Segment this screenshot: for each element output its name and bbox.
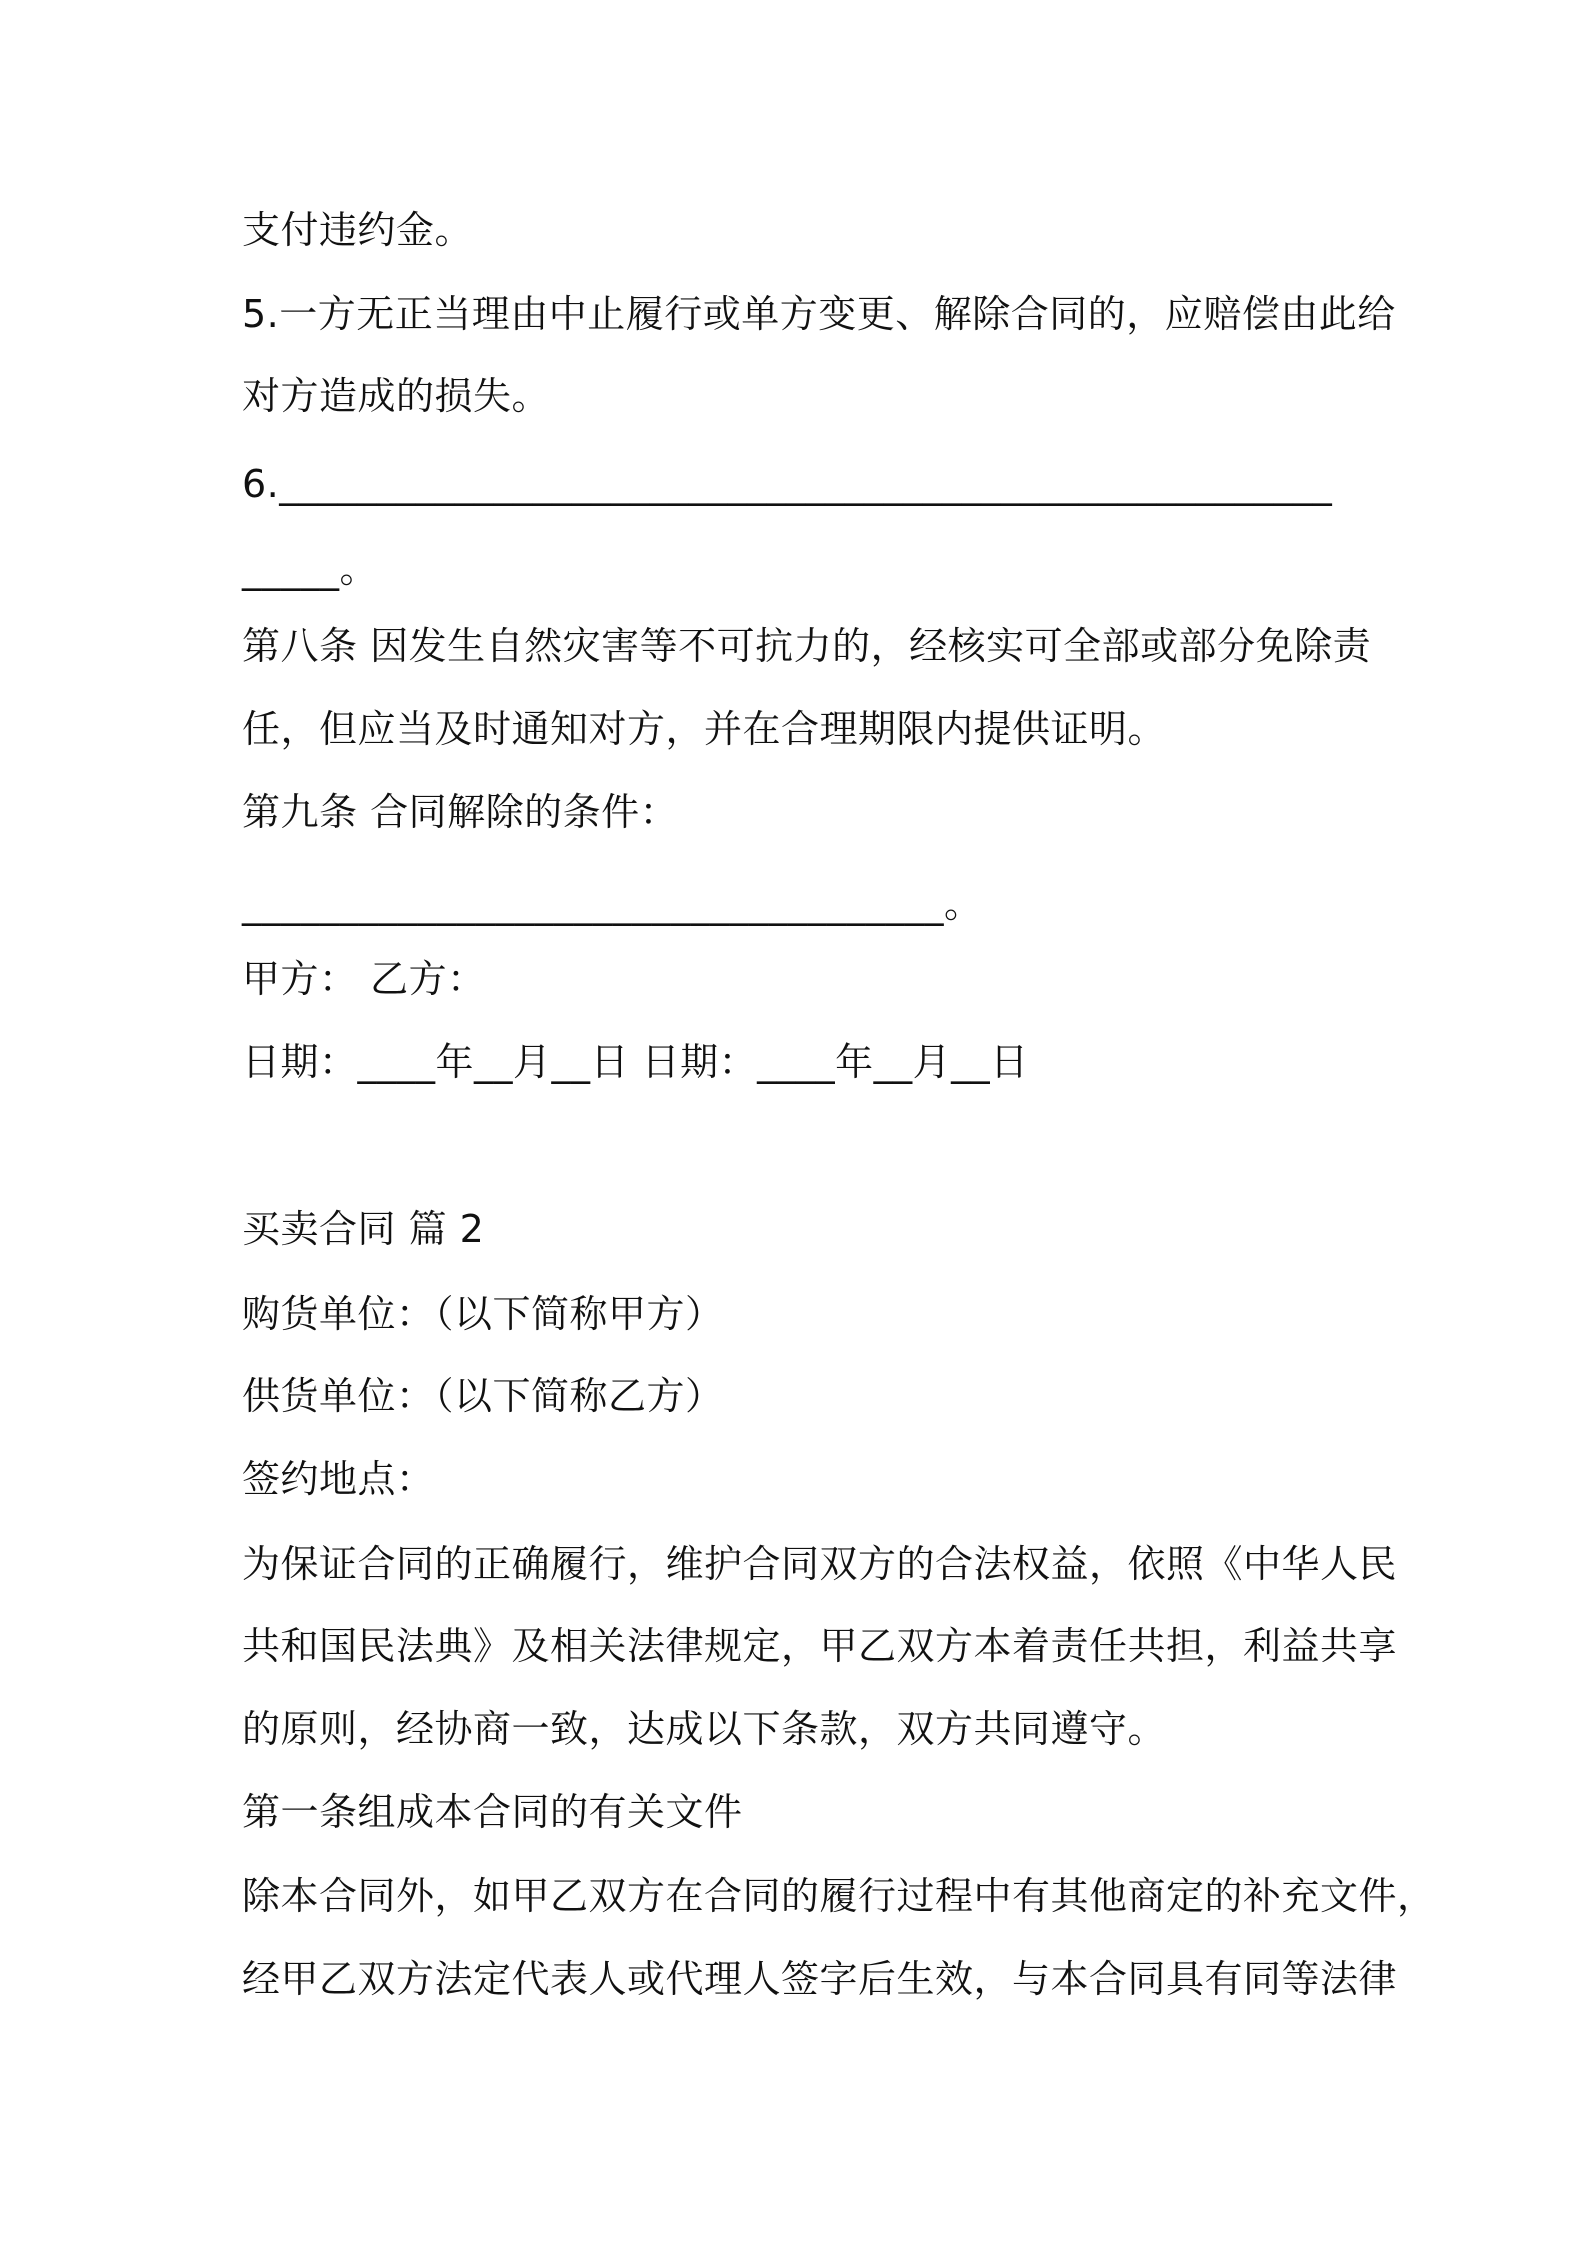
text-line: 支付违约金。	[242, 208, 474, 252]
text-line: 经甲乙双方法定代表人或代理人签字后生效，与本合同具有同等法律	[242, 1957, 1398, 2001]
text-line: 除本合同外，如甲乙双方在合同的履行过程中有其他商定的补充文件，	[242, 1874, 1436, 1918]
article-heading: 第九条 合同解除的条件：	[242, 790, 679, 834]
signature-parties: 甲方： 乙方：	[242, 957, 486, 1001]
article-heading: 第一条组成本合同的有关文件	[242, 1790, 743, 1834]
text-line: 任，但应当及时通知对方，并在合理期限内提供证明。	[242, 707, 1167, 751]
blank-clause-line: ____________________________________。	[242, 882, 983, 926]
text-line: 为保证合同的正确履行，维护合同双方的合法权益，依照《中华人民	[242, 1542, 1398, 1586]
text-line: 5.一方无正当理由中止履行或单方变更、解除合同的，应赔偿由此给	[242, 292, 1396, 336]
text-line: 签约地点：	[242, 1457, 435, 1501]
text-line: 供货单位：（以下简称乙方）	[242, 1374, 724, 1418]
text-line: 的原则，经协商一致，达成以下条款，双方共同遵守。	[242, 1707, 1167, 1751]
text-line: 共和国民法典》及相关法律规定，甲乙双方本着责任共担，利益共享	[242, 1624, 1398, 1668]
signature-dates: 日期：____年__月__日 日期：____年__月__日	[242, 1040, 1029, 1084]
section-heading: 买卖合同 篇 2	[242, 1207, 485, 1251]
text-line: 对方造成的损失。	[242, 374, 551, 418]
blank-clause-line: _____。	[242, 547, 379, 591]
article-heading: 第八条 因发生自然灾害等不可抗力的，经核实可全部或部分免除责	[242, 624, 1372, 668]
text-line: 购货单位：（以下简称甲方）	[242, 1292, 724, 1336]
blank-clause-line: 6.______________________________________________________	[242, 462, 1333, 506]
